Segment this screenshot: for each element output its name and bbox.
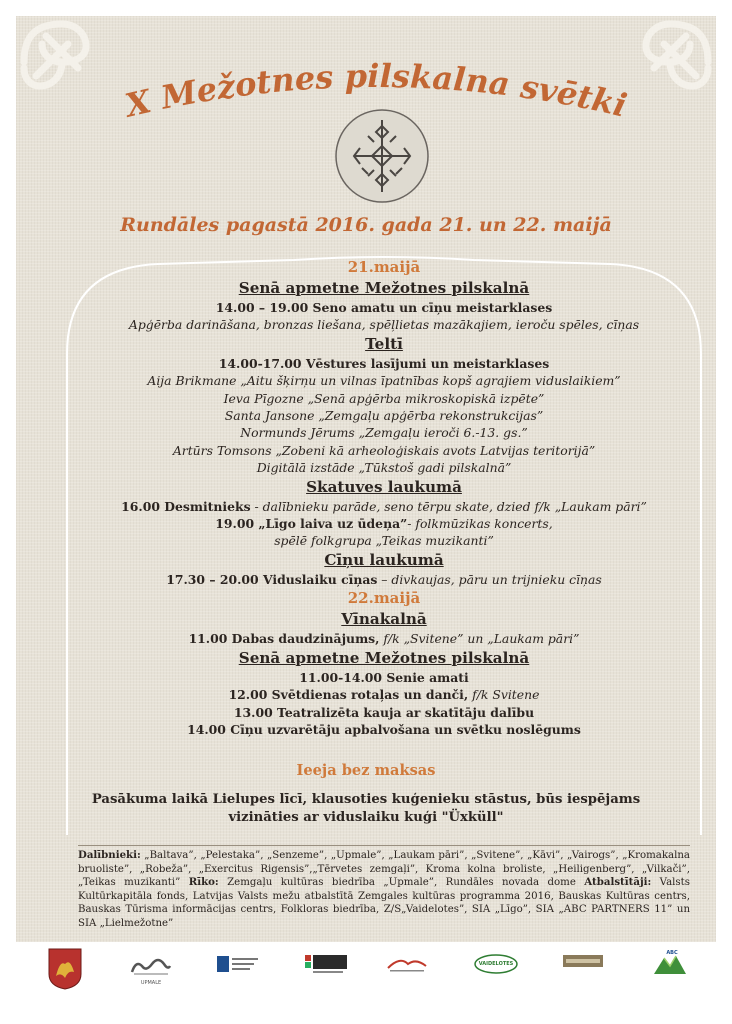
talk-item: Artūrs Tomsons „Zobeni kā arheoloģiskais avots Latvijas teritorijā” [172,442,596,458]
program-content [66,256,702,738]
day1-section1-line1: 14.00 – 19.00 Seno amatu un cīņu meistarklases [215,300,553,315]
abc-caption: ABC [666,950,678,956]
day1-section1-heading: Senā apmetne Mežotnes pilskalnā [238,279,530,297]
day1-section2-line1: 14.00-17.00 Vēstures lasījumi un meistarklases [218,355,550,371]
day1-section1-line2: Apģērba darināšana, bronzas liešana, spēļlietas mazākajiem, ieroču spēles, cīņas [128,317,640,333]
tourism-center-logo-icon [386,954,428,974]
day2-date: 22.maijā [347,589,421,608]
rundale-coat-of-arms-icon [48,948,82,990]
knot-ornament-left-icon [16,16,108,108]
day2-section2-line3: 13.00 Teatralizēta kauja ar skatītāju dalību [233,704,535,720]
vaidelotes-caption: VAIDELOTES [478,961,514,967]
day1-section3-line1: 16.00 Desmitnieks - dalībnieku parāde, seno tērpu skate, dzied f/k „Laukam pāri” [121,498,647,514]
folk-ornament-emblem-icon [332,106,432,206]
kkf-logo-icon [304,954,348,976]
upmale-caption: UPMALE [140,980,162,986]
talk-item: Santa Jansone „Zemgaļu apģērba rekonstrukcijas” [224,408,544,424]
poster [16,16,716,942]
ship-ride-note: Pasākuma laikā Lielupes līcī, klausoties kuģenieku stāstus, būs iespējams vizināties ar viduslaiku kuģi "Üxküll" [91,792,641,825]
day2-section2-line1: 11.00-14.00 Senie amati [299,669,469,685]
talk-item: Digitālā izstāde „Tūkstoš gadi pilskalnā” [256,460,512,476]
talk-item: Aija Brikmane „Aitu šķirņu un vilnas īpatnības kopš agrajiem viduslaikiem” [147,373,621,389]
talk-item: Normunds Jērums „Zemgaļu ieroči 6.-13. gs.” [240,425,528,441]
ligo-logo-icon [562,954,604,968]
day2-section1-heading: Vīnakalnā [341,610,427,629]
day2-section1-line1: 11.00 Dabas daudzinājums, f/k „Svitene” un „Laukam pāri” [188,631,580,647]
day2-section2-heading: Senā apmetne Mežotnes pilskalnā [238,648,530,667]
free-entry-note: Ieeja bez maksas [296,762,436,779]
day1-date: 21.maijā [347,258,421,276]
svg-text:X Mežotnes pilskalna svētki: X Mežotnes pilskalna svētki [121,58,631,125]
day2-section2-line2: 12.00 Svētdienas rotaļas un danči, f/k Svitene [228,687,540,703]
day1-section3-heading: Skatuves laukumā [306,477,462,496]
day2-section2-line4: 14.00 Cīņu uzvarētāju apbalvošana un svētku noslēgums [187,721,581,737]
upmale-logo-icon [130,954,172,978]
day1-section4-heading: Cīņu laukumā [324,550,444,569]
bauska-museum-logo-icon [216,954,260,976]
day1-section3-line3: spēlē folkgrupa „Teikas muzikanti” [274,533,494,549]
day1-section3-line2: 19.00 „Līgo laiva uz ūdeņa”- folkmūzikas koncerts, [215,516,553,532]
event-subtitle: Rundāles pagastā 2016. gada 21. un 22. maijā [120,214,612,236]
sponsor-logos [0,942,732,1024]
talk-item: Ieva Pīgozne „Senā apģērba mikroskopiskā izpēte” [223,390,545,406]
day1-section2-heading: Teltī [365,334,403,353]
day1-section4-line1: 17.30 – 20.00 Viduslaiku cīņas – divkaujas, pāru un trijnieku cīņas [166,571,602,587]
credits-block: Dalībnieki: „Baltava”, „Pelestaka”, „Senzeme”, „Upmale”, „Laukam pāri”, „Svitene”, „Kāvi”, „Vairogs”, „Kromakalna bruoliste”, „Robeža”, „Exercitus Rigensis”,„Tērvetes zemgaļi”, Kroma kolna broliste, „Heiligenberg”, „Vilkači”, „Teikas muzikanti” Rīko: Zemgaļu kultūras biedrība „Upmale”, Rundāles novada dome Atbalstītāji: Valsts Kultūrkapitāla fonds, Latvijas Valsts mežu atbalstītā Zemgales kultūras programma 2016, Bauskas Kultūras centrs, Bauskas Tūrisma informācijas centrs, Folkloras biedrība, Z/S„Vaidelotes”, SIA „Līgo”, SIA „ABC PARTNERS 11” un SIA „Lielmežotne” [78,845,690,931]
